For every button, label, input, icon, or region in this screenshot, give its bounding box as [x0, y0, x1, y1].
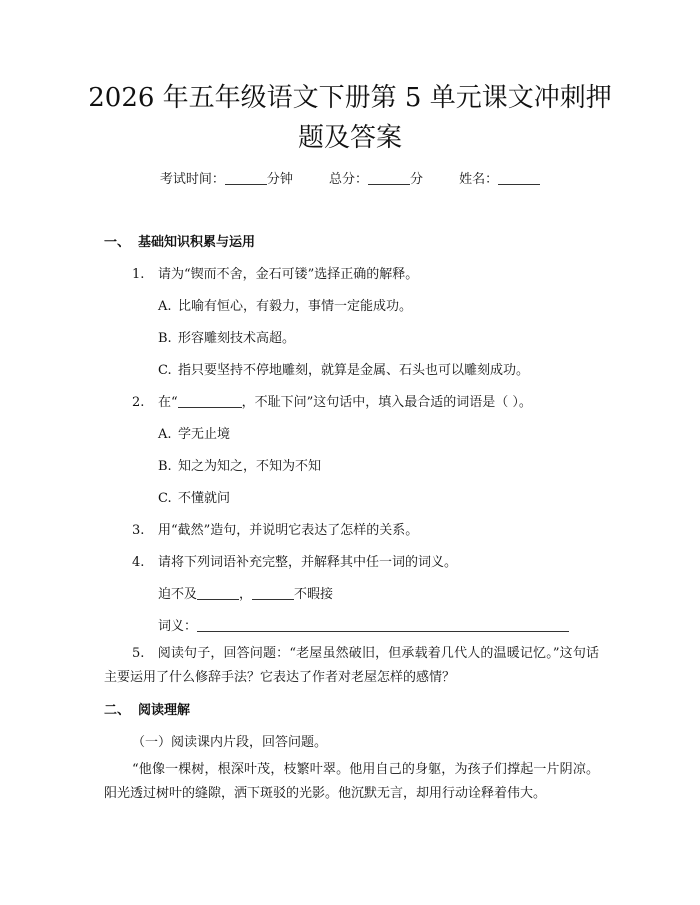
section-1-heading: [104, 231, 255, 250]
option-letter: C.: [158, 363, 172, 378]
question-2: [132, 391, 532, 410]
option-letter: C.: [158, 491, 172, 506]
section-2-heading: [104, 699, 190, 718]
page-title-line-1: 2026 年五年级语文下册第 5 单元课文冲刺押: [88, 83, 612, 113]
question-1-text: 请为“锲而不舍，金石可镂”选择正确的解释。: [158, 267, 419, 282]
question-2-option-c[interactable]: [158, 487, 230, 506]
question-4-words: [158, 583, 333, 602]
reading-instruction: （一）阅读课内片段，回答问题。: [132, 735, 328, 750]
section-1-title: 基础知识积累与运用: [138, 235, 256, 250]
question-1-number: 1.: [132, 267, 145, 282]
section-2-number: 二、: [104, 703, 131, 718]
word-1-blank[interactable]: [197, 585, 239, 600]
exam-name: [459, 172, 540, 187]
question-2-option-b[interactable]: [158, 455, 321, 474]
question-4-number: 4.: [132, 555, 145, 570]
page-title-line-2: 题及答案: [297, 123, 402, 153]
question-4-text: 请将下列词语补充完整，并解释其中任一词的词义。: [158, 555, 458, 570]
time-unit: 分钟: [266, 172, 293, 187]
name-label: 姓名：: [459, 172, 499, 187]
page-title: [80, 78, 620, 158]
meaning-blank[interactable]: [197, 617, 569, 632]
question-1: [132, 263, 418, 282]
time-blank[interactable]: [225, 170, 267, 185]
exam-score: [329, 172, 423, 187]
question-1-option-b[interactable]: [158, 327, 295, 346]
word-separator: ，: [239, 587, 253, 602]
exam-time: [160, 172, 293, 187]
exam-meta: [0, 168, 700, 187]
option-text: 形容雕刻技术高超。: [178, 331, 296, 346]
section-1-number: 一、: [104, 235, 131, 250]
question-1-option-c[interactable]: [158, 359, 529, 378]
name-blank[interactable]: [498, 170, 540, 185]
option-letter: B.: [158, 331, 172, 346]
question-4-meaning: [158, 615, 569, 634]
question-3: [132, 519, 418, 538]
question-2-text-after: ，不耻下问”这句话中，填入最合适的词语是（ ）。: [241, 395, 532, 410]
question-3-text: 用“截然”造句，并说明它表达了怎样的关系。: [158, 523, 419, 538]
question-2-blank[interactable]: [178, 393, 242, 408]
section-2-title: 阅读理解: [138, 703, 191, 718]
question-2-number: 2.: [132, 395, 145, 410]
word-2-suffix: 不暇接: [294, 587, 334, 602]
option-letter: A.: [158, 299, 172, 314]
reading-passage: “他像一棵树，根深叶茂，枝繁叶翠。他用自己的身躯，为孩子们撑起一片阴凉。阳光透过树叶的缝隙，洒下斑驳的光影。他沉默无言，却用行动诠释着伟大。: [104, 762, 599, 801]
question-1-option-a[interactable]: [158, 295, 412, 314]
option-text: 知之为知之，不知为不知: [178, 459, 322, 474]
score-label: 总分：: [328, 172, 368, 187]
question-4: [132, 551, 457, 570]
option-text: 指只要坚持不停地雕刻，就算是金属、石头也可以雕刻成功。: [178, 363, 530, 378]
time-label: 考试时间：: [159, 172, 225, 187]
option-text: 不懂就问: [178, 491, 231, 506]
option-letter: A.: [158, 427, 172, 442]
word-1-prefix: 迫不及: [158, 587, 198, 602]
question-2-text-before: 在“: [158, 395, 178, 410]
word-2-blank[interactable]: [252, 585, 294, 600]
meaning-label: 词义：: [158, 619, 198, 634]
question-2-option-a[interactable]: [158, 423, 230, 442]
score-unit: 分: [410, 172, 424, 187]
question-5: 5. 阅读句子，回答问题：“老屋虽然破旧，但承载着几代人的温暖记忆。”这句话主要运用了什么修辞手法？它表达了作者对老屋怎样的感情？: [104, 646, 599, 685]
question-3-number: 3.: [132, 523, 145, 538]
score-blank[interactable]: [368, 170, 410, 185]
option-text: 学无止境: [178, 427, 231, 442]
option-letter: B.: [158, 459, 172, 474]
option-text: 比喻有恒心，有毅力，事情一定能成功。: [178, 299, 413, 314]
